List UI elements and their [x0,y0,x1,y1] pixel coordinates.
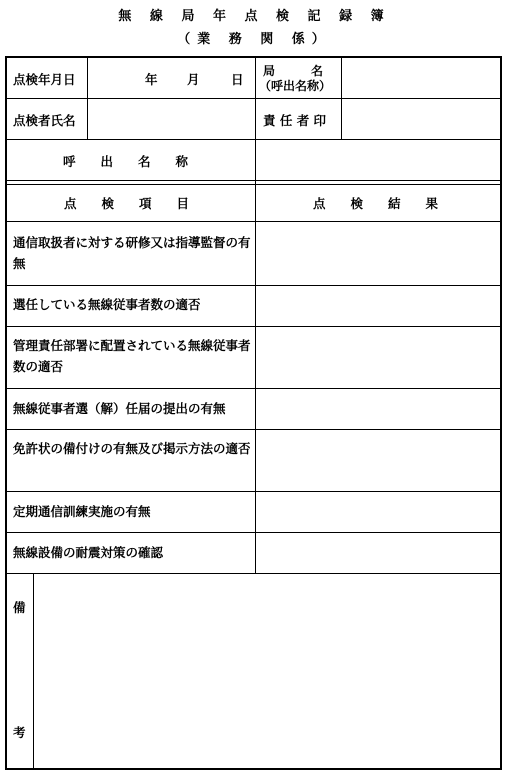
call-sign-label: （呼出名称） [259,79,332,93]
inspection-date-field[interactable] [89,58,254,98]
items-header: 点 検 項 目 [64,196,190,211]
result-cell[interactable] [257,327,500,388]
call-name-label: 呼 出 名 称 [63,154,189,169]
row-divider-double [7,184,500,185]
inspector-name-field[interactable] [89,99,254,139]
inspection-item: 選任している無線従事者数の適否 [13,297,201,312]
result-cell[interactable] [257,430,500,491]
inspection-item: 定期通信訓練実施の有無 [13,504,151,519]
result-cell[interactable] [257,222,500,284]
remarks-label-bottom: 考 [13,725,26,740]
result-cell[interactable] [257,389,500,429]
column-divider [255,180,256,573]
station-name-label: 局 名 [263,64,324,78]
result-cell[interactable] [257,286,500,326]
remarks-label-top: 備 [13,600,26,615]
inspection-item: 無線設備の耐震対策の確認 [13,545,164,560]
responsible-seal-label: 責 任 者 印 [263,113,327,128]
call-name-field[interactable] [257,140,500,180]
inspection-item: 通信取扱者に対する研修又は指導監督の有無 [13,235,251,271]
column-divider [87,58,88,139]
station-name-field[interactable] [343,58,500,98]
column-divider [341,58,342,139]
results-header: 点 検 結 果 [313,196,439,211]
row-divider [7,180,500,181]
column-divider [255,58,256,180]
result-cell[interactable] [257,492,500,532]
document-subtitle: （業 務 関 係） [177,32,332,47]
responsible-seal-field[interactable] [343,99,500,139]
inspection-date-label: 点検年月日 [13,72,76,87]
remarks-divider [33,573,34,768]
result-cell[interactable] [257,533,500,573]
day-label: 日 [231,72,244,87]
month-label: 月 [187,72,200,87]
inspection-item: 無線従事者選（解）任届の提出の有無 [13,401,226,416]
document-title: 無 線 局 年 点 検 記 録 簿 [118,9,391,24]
inspector-label: 点検者氏名 [13,113,76,128]
year-label: 年 [145,72,158,87]
inspection-form [5,56,502,770]
remarks-field[interactable] [35,574,500,768]
inspection-item: 免許状の備付けの有無及び掲示方法の適否 [13,441,251,456]
inspection-item: 管理責任部署に配置されている無線従事者数の適否 [13,338,251,374]
